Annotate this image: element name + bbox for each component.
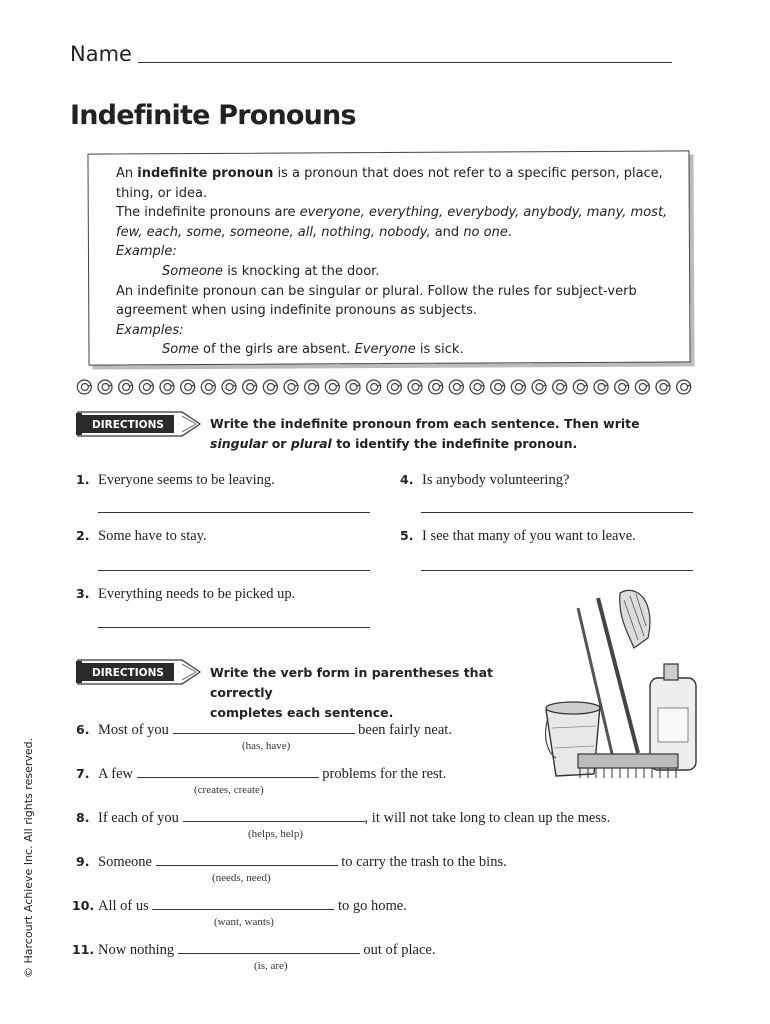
spiral-icon: [408, 380, 422, 394]
example-word: Someone: [162, 263, 224, 279]
question-before: Most of you: [98, 722, 169, 738]
question-after: problems for the rest.: [322, 766, 447, 782]
answer-blank-7[interactable]: [137, 765, 319, 778]
answer-blank-9[interactable]: [156, 853, 338, 866]
question-before: If each of you: [98, 810, 179, 826]
spiral-icon: [222, 380, 236, 394]
rule-text-part: An: [116, 166, 138, 181]
question-1: [76, 472, 275, 489]
hint-6: (has, have): [242, 740, 291, 752]
rule-text-part: is a pronoun that does not refer to a specific person, place, thing, or idea.: [116, 166, 663, 201]
directions-text-2: [210, 663, 540, 723]
answer-line-3[interactable]: [98, 627, 370, 628]
answer-blank-8[interactable]: [183, 809, 365, 822]
spiral-icon: [511, 380, 525, 394]
hint-11: (is, are): [254, 960, 288, 972]
question-before: All of us: [98, 898, 149, 914]
answer-blank-11[interactable]: [178, 941, 360, 954]
pronoun-last: no one: [463, 224, 508, 240]
examples-sentence: [116, 340, 676, 360]
spiral-icon: [677, 380, 691, 394]
spiral-icon: [470, 380, 484, 394]
question-number: 4.: [400, 472, 414, 487]
example-sentence: [116, 262, 676, 282]
example-word: Some: [162, 342, 199, 358]
rule-definition: [116, 164, 676, 203]
rule-text-part: .: [507, 224, 512, 240]
rule-text: [116, 164, 676, 360]
spiral-icon: [635, 380, 649, 394]
question-number: 3.: [76, 586, 90, 601]
question-number: 6.: [76, 722, 90, 737]
spiral-icon: [553, 380, 567, 394]
directions-plural: plural: [290, 436, 332, 451]
name-label: Name: [70, 42, 132, 66]
examples-label: Examples:: [116, 322, 184, 338]
directions-tag-1: [74, 410, 202, 438]
directions-text-part: to identify the indefinite pronoun.: [331, 436, 578, 451]
question-number: 1.: [76, 472, 90, 487]
spiral-icon: [98, 380, 112, 394]
question-4: [400, 472, 569, 489]
question-text: Everyone seems to be leaving.: [98, 472, 275, 488]
rule-text-part: and: [430, 224, 464, 240]
question-number: 7.: [76, 766, 90, 781]
question-after: to carry the trash to the bins.: [341, 854, 507, 870]
copyright-notice: © Harcourt Achieve Inc. All rights reserved.: [22, 737, 35, 978]
directions-line: completes each sentence.: [210, 705, 394, 720]
question-9: [76, 853, 507, 871]
answer-blank-10[interactable]: [152, 897, 334, 910]
spiral-icon: [573, 380, 587, 394]
question-5: [400, 528, 636, 545]
answer-blank-6[interactable]: [173, 721, 355, 734]
directions-line: Write the verb form in parentheses that correctly: [210, 665, 493, 700]
question-7: [76, 765, 446, 783]
hint-8: (helps, help): [248, 828, 303, 840]
question-8: [76, 809, 610, 827]
question-text: Some have to stay.: [98, 528, 207, 544]
directions-tag-label: DIRECTIONS: [92, 667, 164, 679]
spiral-icon: [325, 380, 339, 394]
spiral-icon: [119, 380, 133, 394]
hint-7: (creates, create): [194, 784, 264, 796]
directions-text-1: [210, 414, 670, 454]
rule-agreement: An indefinite pronoun can be singular or plural. Follow the rules for subject-verb agreement when using indefinite pronouns as subjects.: [116, 283, 637, 319]
cleaning-supplies-icon: [538, 578, 718, 788]
spiral-icon: [181, 380, 195, 394]
question-before: A few: [98, 766, 134, 782]
question-2: [76, 528, 207, 545]
spiral-icon: [284, 380, 298, 394]
spiral-icon: [429, 380, 443, 394]
rule-term: indefinite pronoun: [137, 166, 274, 181]
question-number: 9.: [76, 854, 90, 869]
question-text: I see that many of you want to leave.: [422, 528, 636, 544]
spiral-icon: [305, 380, 319, 394]
rule-text-part: The indefinite pronouns are: [116, 205, 300, 221]
question-10: [72, 897, 407, 915]
question-number: 10.: [72, 898, 95, 913]
rule-list: [116, 203, 676, 242]
spiral-icon: [594, 380, 608, 394]
question-after: to go home.: [338, 898, 407, 914]
example-word: Everyone: [354, 342, 416, 358]
spiral-icon: [367, 380, 381, 394]
answer-line-5[interactable]: [421, 570, 693, 571]
decorative-spiral-border: [74, 378, 694, 396]
answer-line-4[interactable]: [421, 512, 693, 513]
question-6: [76, 721, 452, 739]
spiral-icon: [139, 380, 153, 394]
example-rest: is knocking at the door.: [223, 263, 380, 279]
question-after: been fairly neat.: [358, 722, 452, 738]
directions-tag-label: DIRECTIONS: [92, 419, 164, 431]
question-number: 2.: [76, 528, 90, 543]
spiral-icon: [532, 380, 546, 394]
hint-9: (needs, need): [212, 872, 271, 884]
spiral-icon: [77, 380, 91, 394]
spiral-icon: [615, 380, 629, 394]
question-11: [72, 941, 435, 959]
question-number: 5.: [400, 528, 414, 543]
spiral-icon: [243, 380, 257, 394]
question-after: out of place.: [363, 942, 436, 958]
pronoun-list: everyone, everything, everybody, anybody, many, most, few, each, some, someone, all, nothing, nobody,: [116, 205, 668, 240]
question-after: , it will not take long to clean up the mess.: [364, 810, 611, 826]
question-number: 11.: [72, 942, 95, 957]
answer-line-1[interactable]: [98, 512, 370, 513]
question-text: Everything needs to be picked up.: [98, 586, 296, 602]
example-label: Example:: [116, 244, 177, 260]
question-3: [76, 586, 295, 603]
name-line[interactable]: [138, 62, 672, 63]
question-before: Someone: [98, 854, 152, 870]
directions-text-part: Write the indefinite pronoun from each sentence. Then write: [210, 416, 640, 431]
answer-line-2[interactable]: [98, 570, 370, 571]
example-rest: of the girls are absent.: [198, 342, 355, 358]
spiral-icon: [449, 380, 463, 394]
hint-10: (want, wants): [214, 916, 274, 928]
question-text: Is anybody volunteering?: [422, 472, 570, 488]
spiral-icon: [387, 380, 401, 394]
directions-singular: singular: [210, 436, 268, 451]
spiral-icon: [656, 380, 670, 394]
spiral-icon: [201, 380, 215, 394]
example-rest: is sick.: [415, 342, 464, 358]
spiral-icon: [263, 380, 277, 394]
question-number: 8.: [76, 810, 90, 825]
spiral-icon: [491, 380, 505, 394]
directions-text-part: or: [267, 436, 291, 451]
spiral-icon: [346, 380, 360, 394]
question-before: Now nothing: [98, 942, 175, 958]
directions-tag-2: [74, 658, 202, 686]
spiral-icon: [160, 380, 174, 394]
page-title: Indefinite Pronouns: [70, 100, 356, 131]
